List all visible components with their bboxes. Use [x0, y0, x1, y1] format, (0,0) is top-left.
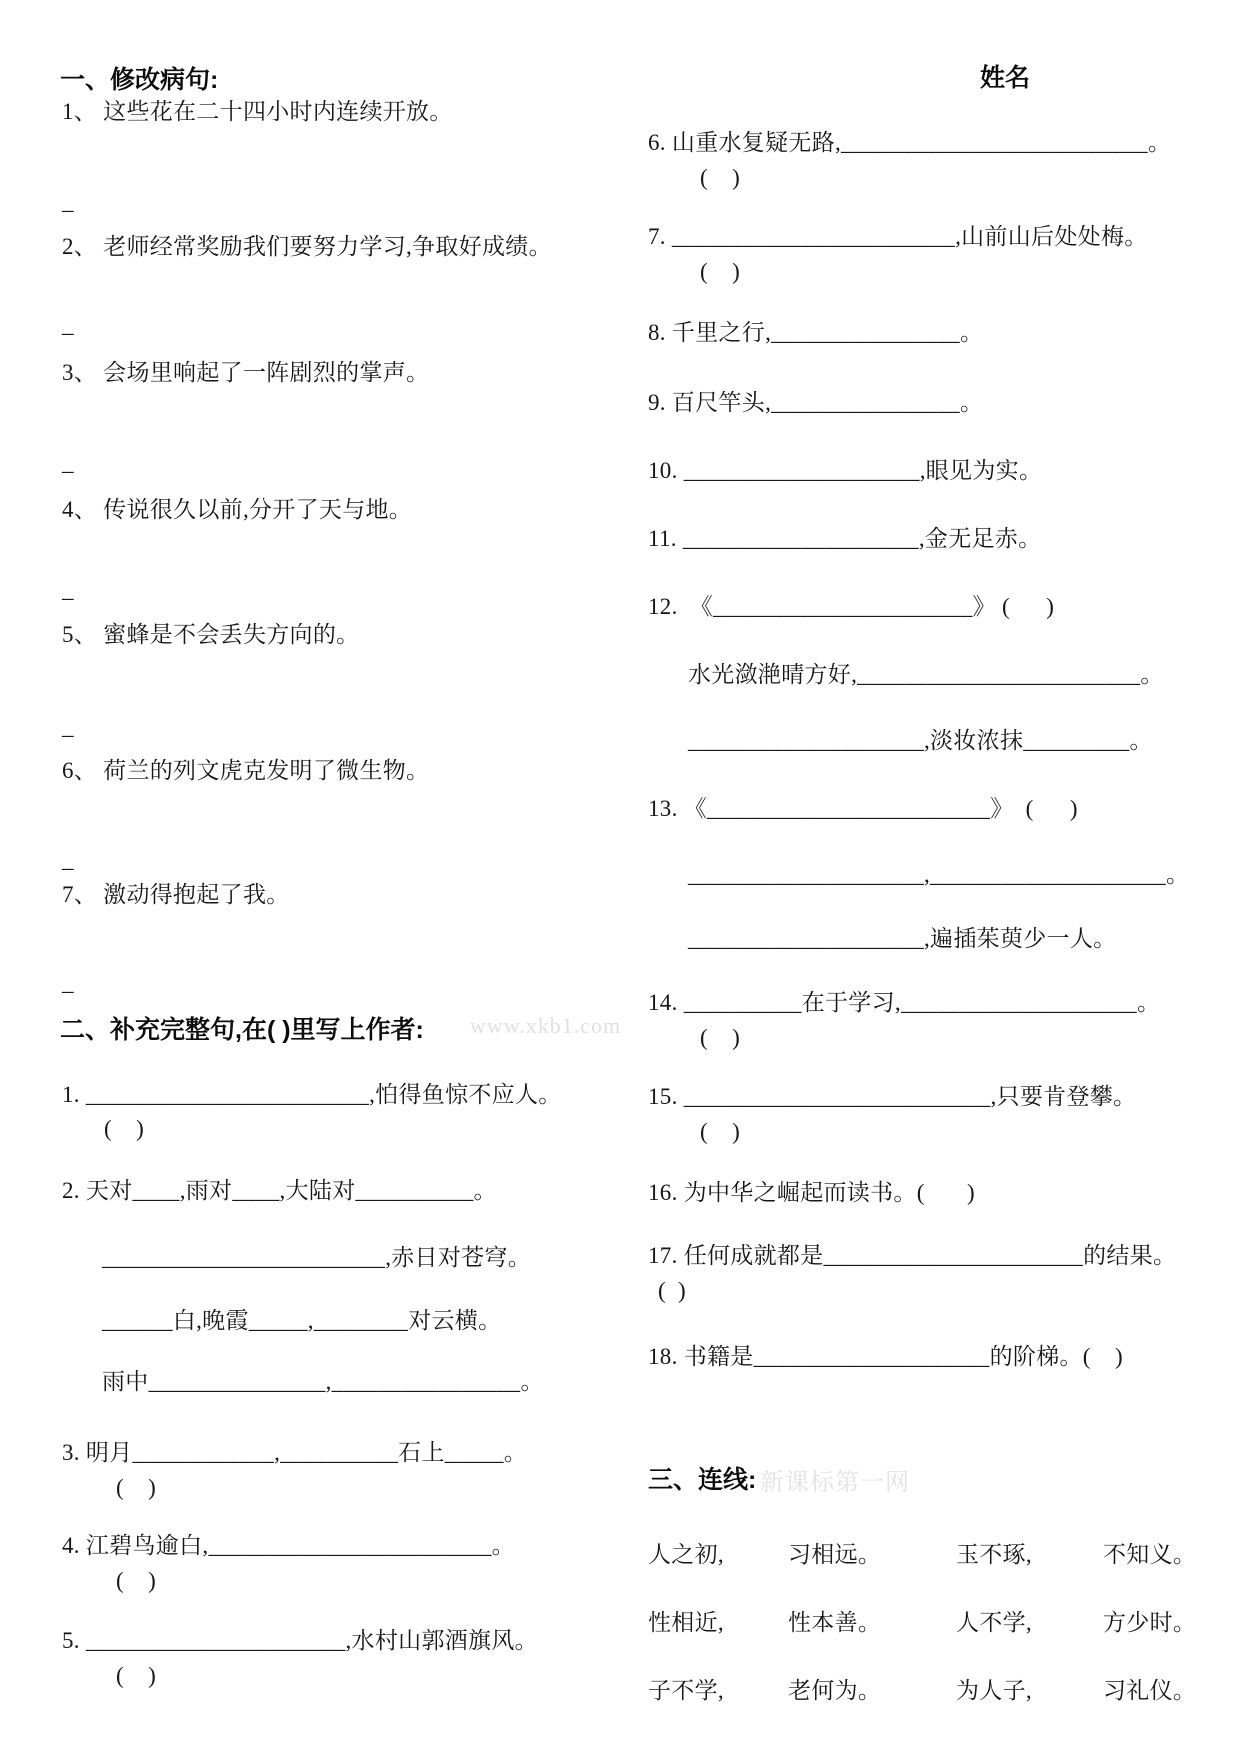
sentence-item: 6、 荷兰的列文虎克发明了微生物。: [62, 758, 430, 783]
watermark: 新课标第一网: [760, 1470, 910, 1496]
matching-phrase: 为人子,: [956, 1678, 1032, 1703]
fill-in-line: 10. ____________________,眼见为实。: [648, 458, 1043, 483]
fill-in-line: 15. __________________________,只要肯登攀。: [648, 1084, 1137, 1109]
section3-title: 三、连线:: [648, 1466, 757, 1494]
fill-in-line: 2. 天对____,雨对____,大陆对__________。: [62, 1178, 497, 1203]
fill-in-line: 14. __________在于学习,____________________。: [648, 990, 1161, 1015]
fill-in-line: 7. ________________________,山前山后处处梅。: [648, 224, 1148, 249]
matching-phrase: 性相近,: [648, 1610, 724, 1635]
fill-in-line: 12. 《______________________》 ( ): [648, 594, 1055, 619]
fill-in-line: 5. ______________________,水村山郭酒旗风。: [62, 1628, 538, 1653]
author-paren: ( ): [700, 259, 741, 284]
sentence-item: 1、 这些花在二十四小时内连续开放。: [62, 99, 453, 124]
section2-title: 二、补充完整句,在( )里写上作者:: [60, 1016, 424, 1044]
author-paren: ( ): [700, 1119, 741, 1144]
answer-blank-line: _: [62, 450, 74, 475]
sentence-item: 5、 蜜蜂是不会丢失方向的。: [62, 622, 360, 647]
answer-blank-line: _: [62, 847, 74, 872]
fill-in-line: ____________________,淡妆浓抹_________。: [688, 728, 1153, 753]
matching-phrase: 不知义。: [1103, 1542, 1197, 1567]
author-paren: ( ): [116, 1568, 157, 1593]
fill-in-line: 3. 明月____________,__________石上_____。: [62, 1440, 528, 1465]
author-paren: ( ): [658, 1278, 687, 1303]
watermark: www.xkb1.com: [470, 1013, 622, 1038]
matching-phrase: 性本善。: [788, 1610, 882, 1635]
fill-in-line: 11. ____________________,金无足赤。: [648, 526, 1042, 551]
fill-in-line: 9. 百尺竿头,________________。: [648, 390, 984, 415]
sentence-item: 7、 激动得抱起了我。: [62, 882, 290, 907]
matching-phrase: 老何为。: [788, 1678, 882, 1703]
answer-blank-line: _: [62, 714, 74, 739]
matching-phrase: 方少时。: [1103, 1610, 1197, 1635]
author-paren: ( ): [116, 1475, 157, 1500]
answer-blank-line: _: [62, 970, 74, 995]
fill-in-line: 6. 山重水复疑无路,__________________________。: [648, 130, 1172, 155]
author-paren: ( ): [700, 1025, 741, 1050]
matching-phrase: 子不学,: [648, 1678, 724, 1703]
fill-in-line: 13. 《________________________》 ( ): [648, 796, 1078, 821]
matching-phrase: 玉不琢,: [956, 1542, 1032, 1567]
fill-in-line: 水光潋滟晴方好,________________________。: [688, 662, 1164, 687]
sentence-item: 4、 传说很久以前,分开了天与地。: [62, 497, 413, 522]
fill-in-line: ____________________,遍插茱萸少一人。: [688, 926, 1117, 951]
name-label: 姓名: [980, 64, 1031, 92]
fill-in-line: 18. 书籍是____________________的阶梯。( ): [648, 1344, 1123, 1369]
author-paren: ( ): [104, 1116, 145, 1141]
fill-in-line: ________________________,赤日对苍穹。: [102, 1245, 532, 1270]
author-paren: ( ): [116, 1663, 157, 1688]
fill-in-line: 4. 江碧鸟逾白,________________________。: [62, 1533, 515, 1558]
matching-phrase: 人之初,: [648, 1542, 724, 1567]
fill-in-line: 8. 千里之行,________________。: [648, 320, 984, 345]
section1-title: 一、修改病句:: [60, 66, 219, 94]
answer-blank-line: _: [62, 577, 74, 602]
fill-in-line: 16. 为中华之崛起而读书。( ): [648, 1180, 975, 1205]
fill-in-line: 17. 任何成就都是______________________的结果。: [648, 1243, 1177, 1268]
sentence-item: 2、 老师经常奖励我们要努力学习,争取好成绩。: [62, 234, 552, 259]
answer-blank-line: _: [62, 312, 74, 337]
fill-in-line: 雨中_______________,________________。: [102, 1369, 544, 1394]
matching-phrase: 人不学,: [956, 1610, 1032, 1635]
matching-phrase: 习相远。: [788, 1542, 882, 1567]
answer-blank-line: _: [62, 189, 74, 214]
sentence-item: 3、 会场里响起了一阵剧烈的掌声。: [62, 360, 430, 385]
fill-in-line: ______白,晚霞_____,________对云横。: [102, 1308, 502, 1333]
author-paren: ( ): [700, 165, 741, 190]
fill-in-line: ____________________,____________________。: [688, 862, 1190, 887]
matching-phrase: 习礼仪。: [1103, 1678, 1197, 1703]
fill-in-line: 1. ________________________,怕得鱼惊不应人。: [62, 1082, 562, 1107]
